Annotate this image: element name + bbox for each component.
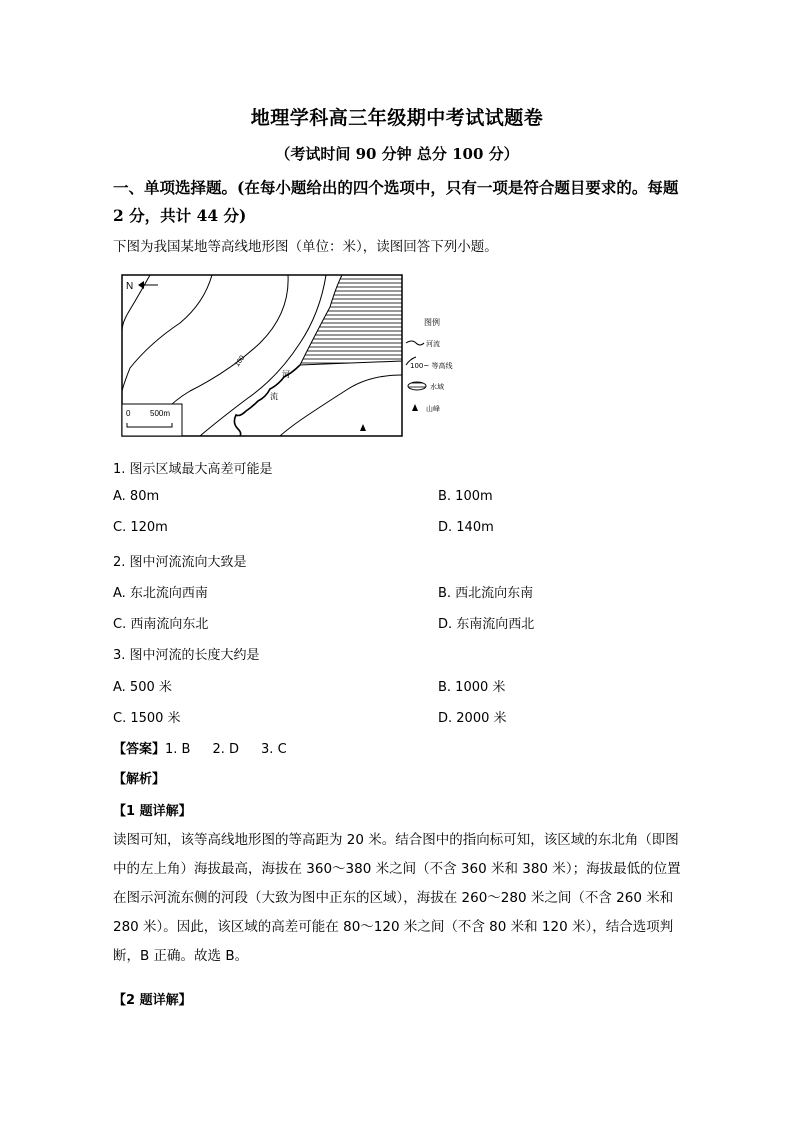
scale-zero: 0 xyxy=(126,409,131,418)
legend-river: 河流 xyxy=(426,340,440,348)
contour-value-label: 100 xyxy=(233,354,247,369)
detail-1-text: 读图可知，该等高线地形图的等高距为 20 米。结合图中的指向标可知，该区域的东北角（即图中的左上角）海拔最高，海拔在 360～380 米之间（不含 360 米和 380 米）；海拔最低的位置在图示河流东侧的河段（大致为图中正东的区域），海拔在 260～280 米之间（不含 260 米和 280 米）。因此，该区域的高差可能在 80～120 米之间（不含 80 米和 120 米），结合选项判断，B 正确。故选 B。 xyxy=(113,832,681,964)
contour-line xyxy=(122,275,212,391)
section-heading: 一、单项选择题。(在每小题给出的四个选项中，只有一项是符合题目要求的。每题 2 分，共计 44 分) xyxy=(113,178,679,225)
analysis-label: 【解析】 xyxy=(113,772,166,787)
question-2-option-a: A. 东北流向西南 xyxy=(113,586,208,601)
question-3-option-a: A. 500 米 xyxy=(113,680,172,695)
legend-title: 图例 xyxy=(424,318,440,327)
legend-water-icon xyxy=(408,382,426,390)
river-label-2: 流 xyxy=(270,392,278,401)
question-1-stem: 1. 图示区域最大高差可能是 xyxy=(113,462,273,477)
question-1-option-c: C. 120m xyxy=(113,520,168,535)
peak-icon xyxy=(360,424,366,431)
question-3-option-d: D. 2000 米 xyxy=(438,711,507,726)
question-3-stem: 3. 图中河流的长度大约是 xyxy=(113,648,260,663)
north-arrow-head-icon xyxy=(138,281,144,289)
page-title: 地理学科高三年级期中考试试题卷 xyxy=(250,107,544,129)
answer-line xyxy=(113,738,287,757)
question-2-option-d: D. 东南流向西北 xyxy=(438,617,535,632)
legend-peak: 山峰 xyxy=(426,405,440,413)
river-label-1: 河 xyxy=(282,370,290,379)
question-1-option-b: B. 100m xyxy=(438,489,493,504)
answer-3: 3. C xyxy=(261,742,287,757)
exam-info: （考试时间 90 分钟 总分 100 分） xyxy=(275,145,519,163)
question-3-option-b: B. 1000 米 xyxy=(438,680,506,695)
answer-1: 1. B xyxy=(165,742,191,757)
answer-label: 【答案】 xyxy=(113,742,166,757)
question-2-stem: 2. 图中河流流向大致是 xyxy=(113,555,247,570)
legend-peak-icon xyxy=(412,404,418,411)
water-area xyxy=(300,275,402,365)
contour-map-figure xyxy=(120,273,480,439)
question-1-option-d: D. 140m xyxy=(438,520,494,535)
answer-2: 2. D xyxy=(212,742,240,757)
question-1-option-a: A. 80m xyxy=(113,489,160,504)
scale-end: 500m xyxy=(150,409,171,418)
question-3-option-c: C. 1500 米 xyxy=(113,711,181,726)
legend-water: 水域 xyxy=(430,383,444,391)
legend-river-icon xyxy=(406,341,424,345)
question-2-option-b: B. 西北流向东南 xyxy=(438,586,534,601)
legend-contour: 100~ 等高线 xyxy=(410,362,453,370)
question-intro: 下图为我国某地等高线地形图（单位：米），读图回答下列小题。 xyxy=(113,239,498,255)
contour-line xyxy=(280,375,402,436)
question-2-option-c: C. 西南流向东北 xyxy=(113,617,209,632)
detail-2-label: 【2 题详解】 xyxy=(113,993,192,1008)
detail-1-label: 【1 题详解】 xyxy=(113,804,192,819)
north-label: N xyxy=(126,281,134,292)
